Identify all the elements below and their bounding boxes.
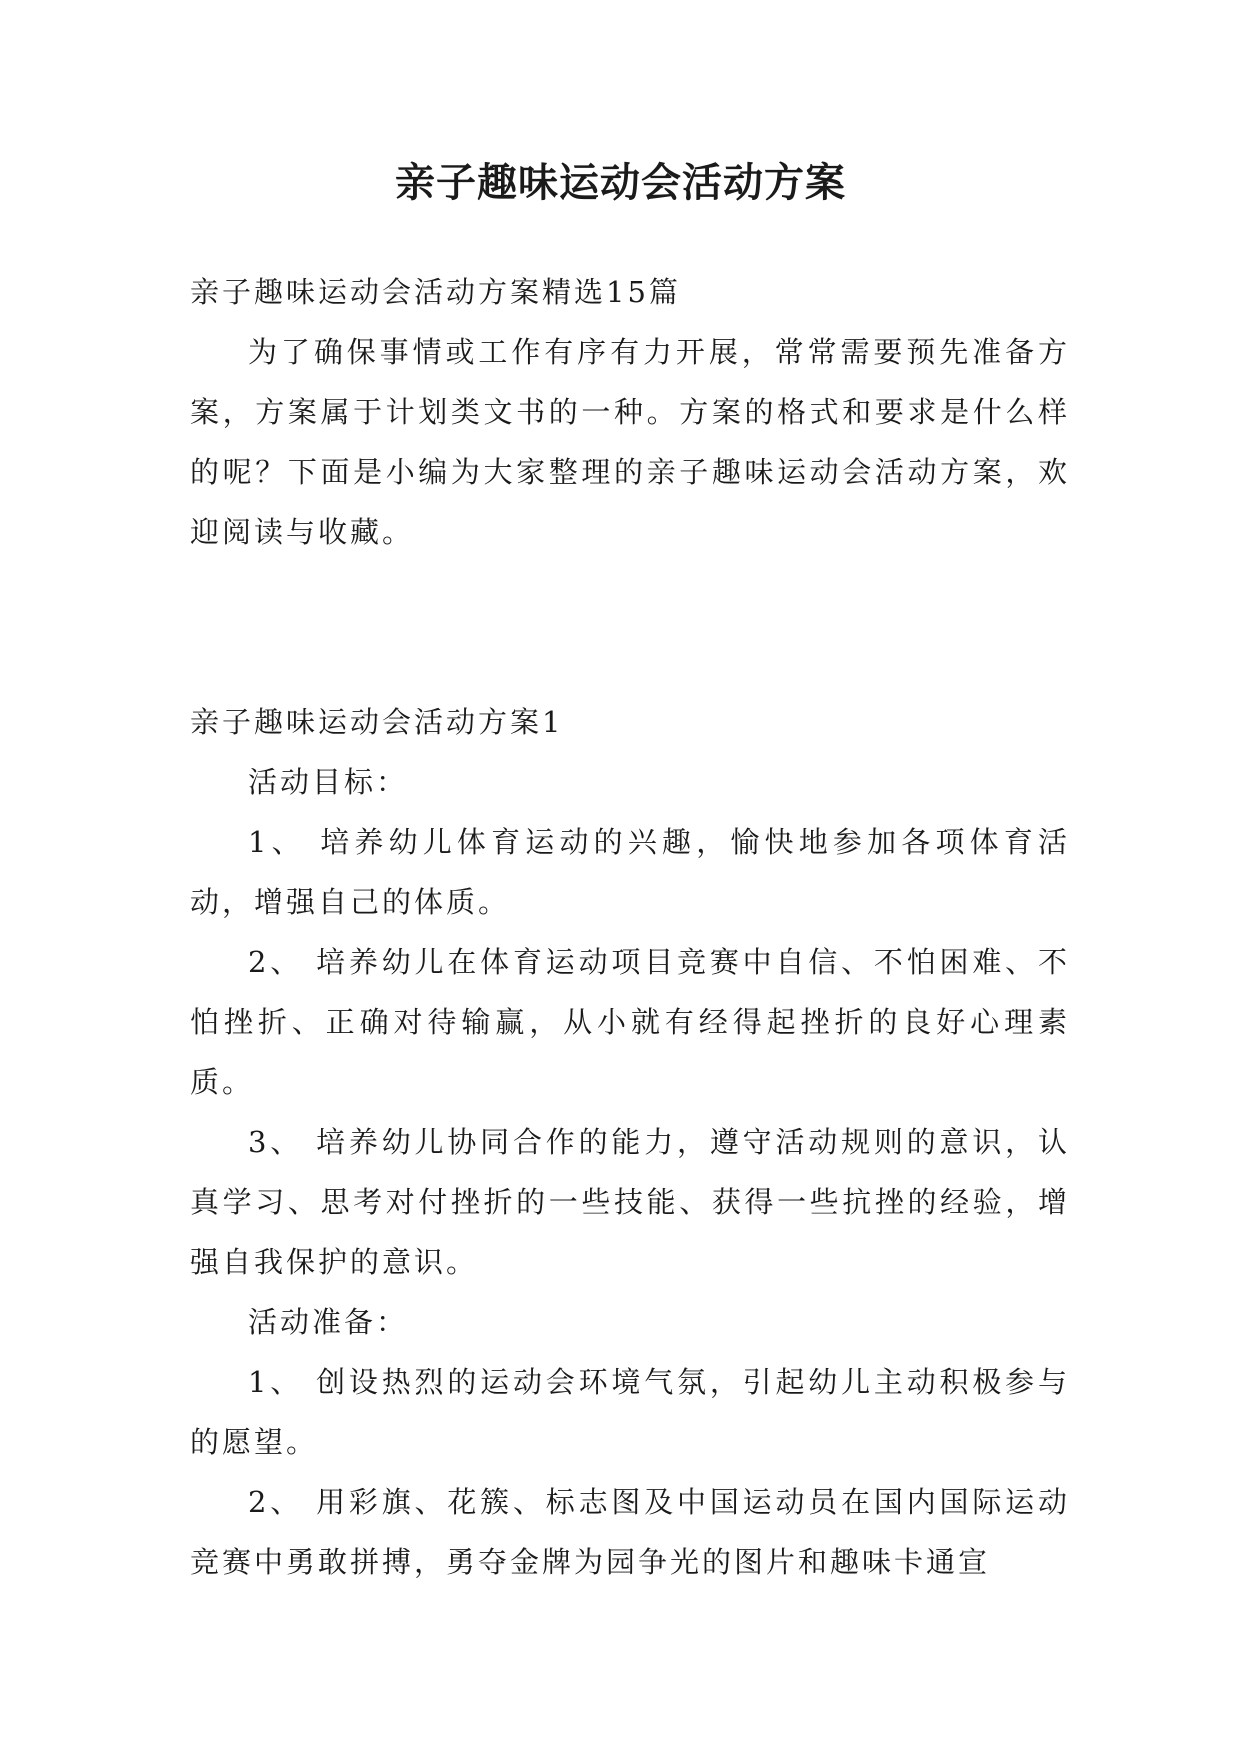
intro-block xyxy=(190,262,1070,562)
goals-label: 活动目标： xyxy=(248,765,409,799)
goal-item-3: 3、 培养幼儿协同合作的能力，遵守活动规则的意识，认真学习、思考对付挫折的一些技能、获得一些抗挫的经验，增强自我保护的意识。 xyxy=(190,1125,1070,1279)
intro-paragraph: 为了确保事情或工作有序有力开展，常常需要预先准备方案，方案属于计划类文书的一种。方案的格式和要求是什么样的呢？下面是小编为大家整理的亲子趣味运动会活动方案，欢迎阅读与收藏。 xyxy=(190,335,1070,549)
prep-item-1: 1、 创设热烈的运动会环境气氛，引起幼儿主动积极参与的愿望。 xyxy=(190,1365,1070,1459)
goal-item-2: 2、 培养幼儿在体育运动项目竞赛中自信、不怕困难、不怕挫折、正确对待输赢，从小就有经得起挫折的良好心理素质。 xyxy=(190,945,1070,1099)
document-title: 亲子趣味运动会活动方案 xyxy=(395,160,846,206)
prep-label: 活动准备： xyxy=(248,1305,409,1339)
goal-item-1: 1、 培养幼儿体育运动的兴趣，愉快地参加各项体育活动，增强自己的体质。 xyxy=(190,825,1070,919)
prep-item-2: 2、 用彩旗、花簇、标志图及中国运动员在国内国际运动竞赛中勇敢拼搏，勇夺金牌为园争光的图片和趣味卡通宣 xyxy=(190,1485,1070,1579)
section-1 xyxy=(190,692,1070,1592)
section-1-heading: 亲子趣味运动会活动方案1 xyxy=(190,705,564,739)
document-subtitle: 亲子趣味运动会活动方案精选15篇 xyxy=(190,275,681,309)
